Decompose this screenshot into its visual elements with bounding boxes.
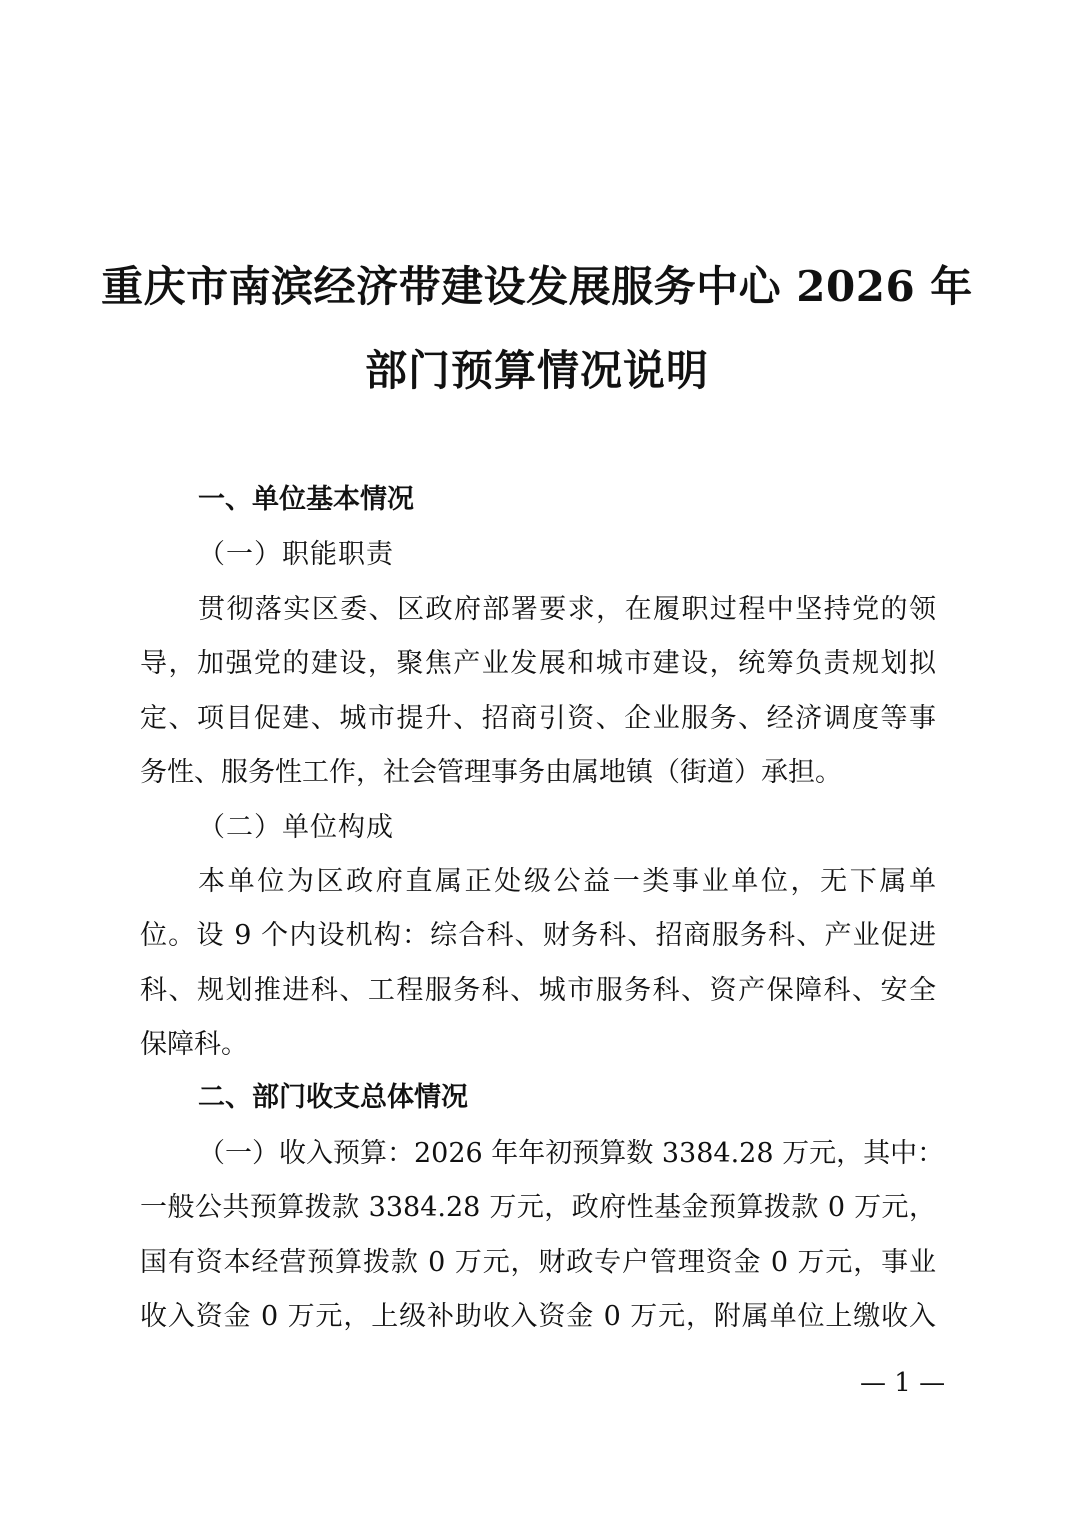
- paragraph-line: （一）收入预算：2026 年年初预算数 3384.28 万元，其中：: [198, 1138, 945, 1169]
- paragraph-line: 本单位为区政府直属正处级公益一类事业单位，无下属单: [198, 866, 936, 897]
- page-number: — 1 —: [860, 1368, 946, 1398]
- paragraph-line: 贯彻落实区委、区政府部署要求，在履职过程中坚持党的领: [198, 594, 936, 625]
- document-title-line-1: 重庆市南滨经济带建设发展服务中心 2026 年: [101, 262, 973, 311]
- paragraph-line: 导，加强党的建设，聚焦产业发展和城市建设，统筹负责规划拟: [140, 648, 936, 679]
- paragraph-line: 国有资本经营预算拨款 0 万元，财政专户管理资金 0 万元，事业: [140, 1247, 936, 1278]
- paragraph-line: 收入资金 0 万元，上级补助收入资金 0 万元，附属单位上缴收入: [140, 1301, 936, 1332]
- section-2-heading: 二、部门收支总体情况: [198, 1082, 468, 1113]
- paragraph-line: 一般公共预算拨款 3384.28 万元，政府性基金预算拨款 0 万元，: [140, 1192, 936, 1223]
- paragraph-line: 保障科。: [140, 1029, 248, 1060]
- document-title-line-2: 部门预算情况说明: [364, 346, 709, 395]
- section-1-sub-1-heading: （一）职能职责: [198, 539, 394, 570]
- section-1-heading: 一、单位基本情况: [198, 484, 414, 515]
- paragraph-line: 定、项目促建、城市提升、招商引资、企业服务、经济调度等事: [140, 703, 936, 734]
- paragraph-line: 位。设 9 个内设机构：综合科、财务科、招商服务科、产业促进: [140, 920, 936, 951]
- section-1-sub-2-heading: （二）单位构成: [198, 812, 394, 843]
- paragraph-line: 务性、服务性工作，社会管理事务由属地镇（街道）承担。: [140, 757, 842, 788]
- paragraph-line: 科、规划推进科、工程服务科、城市服务科、资产保障科、安全: [140, 975, 936, 1006]
